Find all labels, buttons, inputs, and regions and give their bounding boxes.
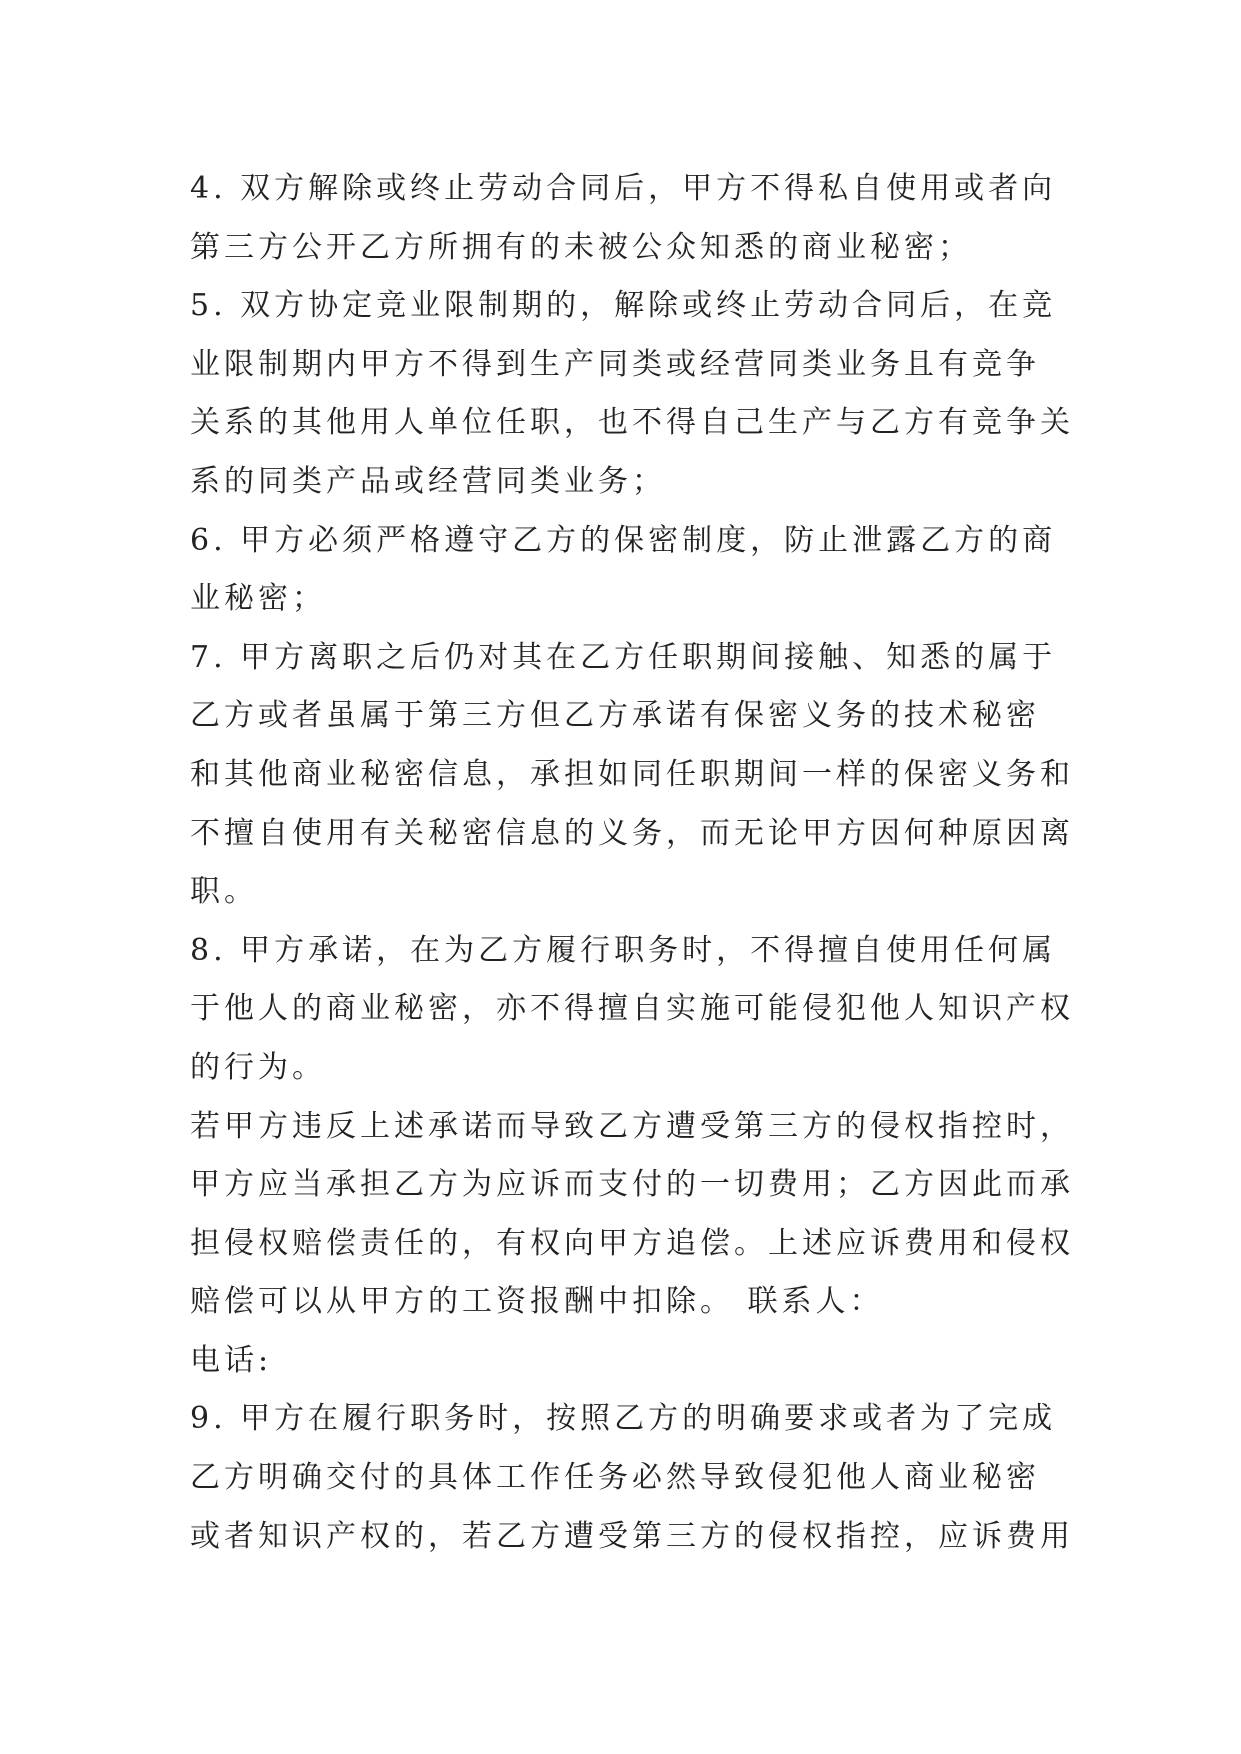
text-line: 9. 甲方在履行职务时，按照乙方的明确要求或者为了完成 [190,1401,1057,1437]
text-line: 乙方或者虽属于第三方但乙方承诺有保密义务的技术秘密 [190,698,1040,734]
text-line: 不擅自使用有关秘密信息的义务，而无论甲方因何种原因离 [190,815,1074,851]
text-line: 5. 双方协定竞业限制期的，解除或终止劳动合同后，在竞 [190,288,1057,324]
text-line: 4. 双方解除或终止劳动合同后，甲方不得私自使用或者向 [190,171,1057,206]
text-line: 担侵权赔偿责任的，有权向甲方追偿。上述应诉费用和侵权 [190,1225,1074,1261]
document-body [190,160,1074,1566]
text-line: 或者知识产权的，若乙方遭受第三方的侵权指控，应诉费用 [190,1518,1074,1554]
text-line: 8. 甲方承诺，在为乙方履行职务时，不得擅自使用任何属 [190,932,1057,968]
text-line: 电话: [190,1342,273,1378]
text-line: 系的同类产品或经营同类业务； [190,463,666,499]
text-line: 关系的其他用人单位任职，也不得自己生产与乙方有竞争关 [190,405,1074,441]
text-line: 和其他商业秘密信息，承担如同任职期间一样的保密义务和 [190,756,1074,792]
text-line: 赔偿可以从甲方的工资报酬中扣除。 联系人： [190,1284,884,1320]
text-line: 乙方明确交付的具体工作任务必然导致侵犯他人商业秘密 [190,1460,1040,1496]
text-line: 7. 甲方离职之后仍对其在乙方任职期间接触、知悉的属于 [190,639,1057,675]
text-line: 的行为。 [190,1049,326,1085]
text-line: 于他人的商业秘密，亦不得擅自实施可能侵犯他人知识产权 [190,991,1074,1027]
text-line: 若甲方违反上述承诺而导致乙方遭受第三方的侵权指控时， [190,1108,1074,1144]
text-line: 业秘密； [190,581,326,617]
text-line: 业限制期内甲方不得到生产同类或经营同类业务且有竞争 [190,346,1040,382]
text-line: 甲方应当承担乙方为应诉而支付的一切费用；乙方因此而承 [190,1167,1074,1203]
text-line: 职。 [190,874,258,910]
text-line: 6. 甲方必须严格遵守乙方的保密制度，防止泄露乙方的商 [190,522,1057,558]
text-line: 第三方公开乙方所拥有的未被公众知悉的商业秘密； [190,229,972,265]
